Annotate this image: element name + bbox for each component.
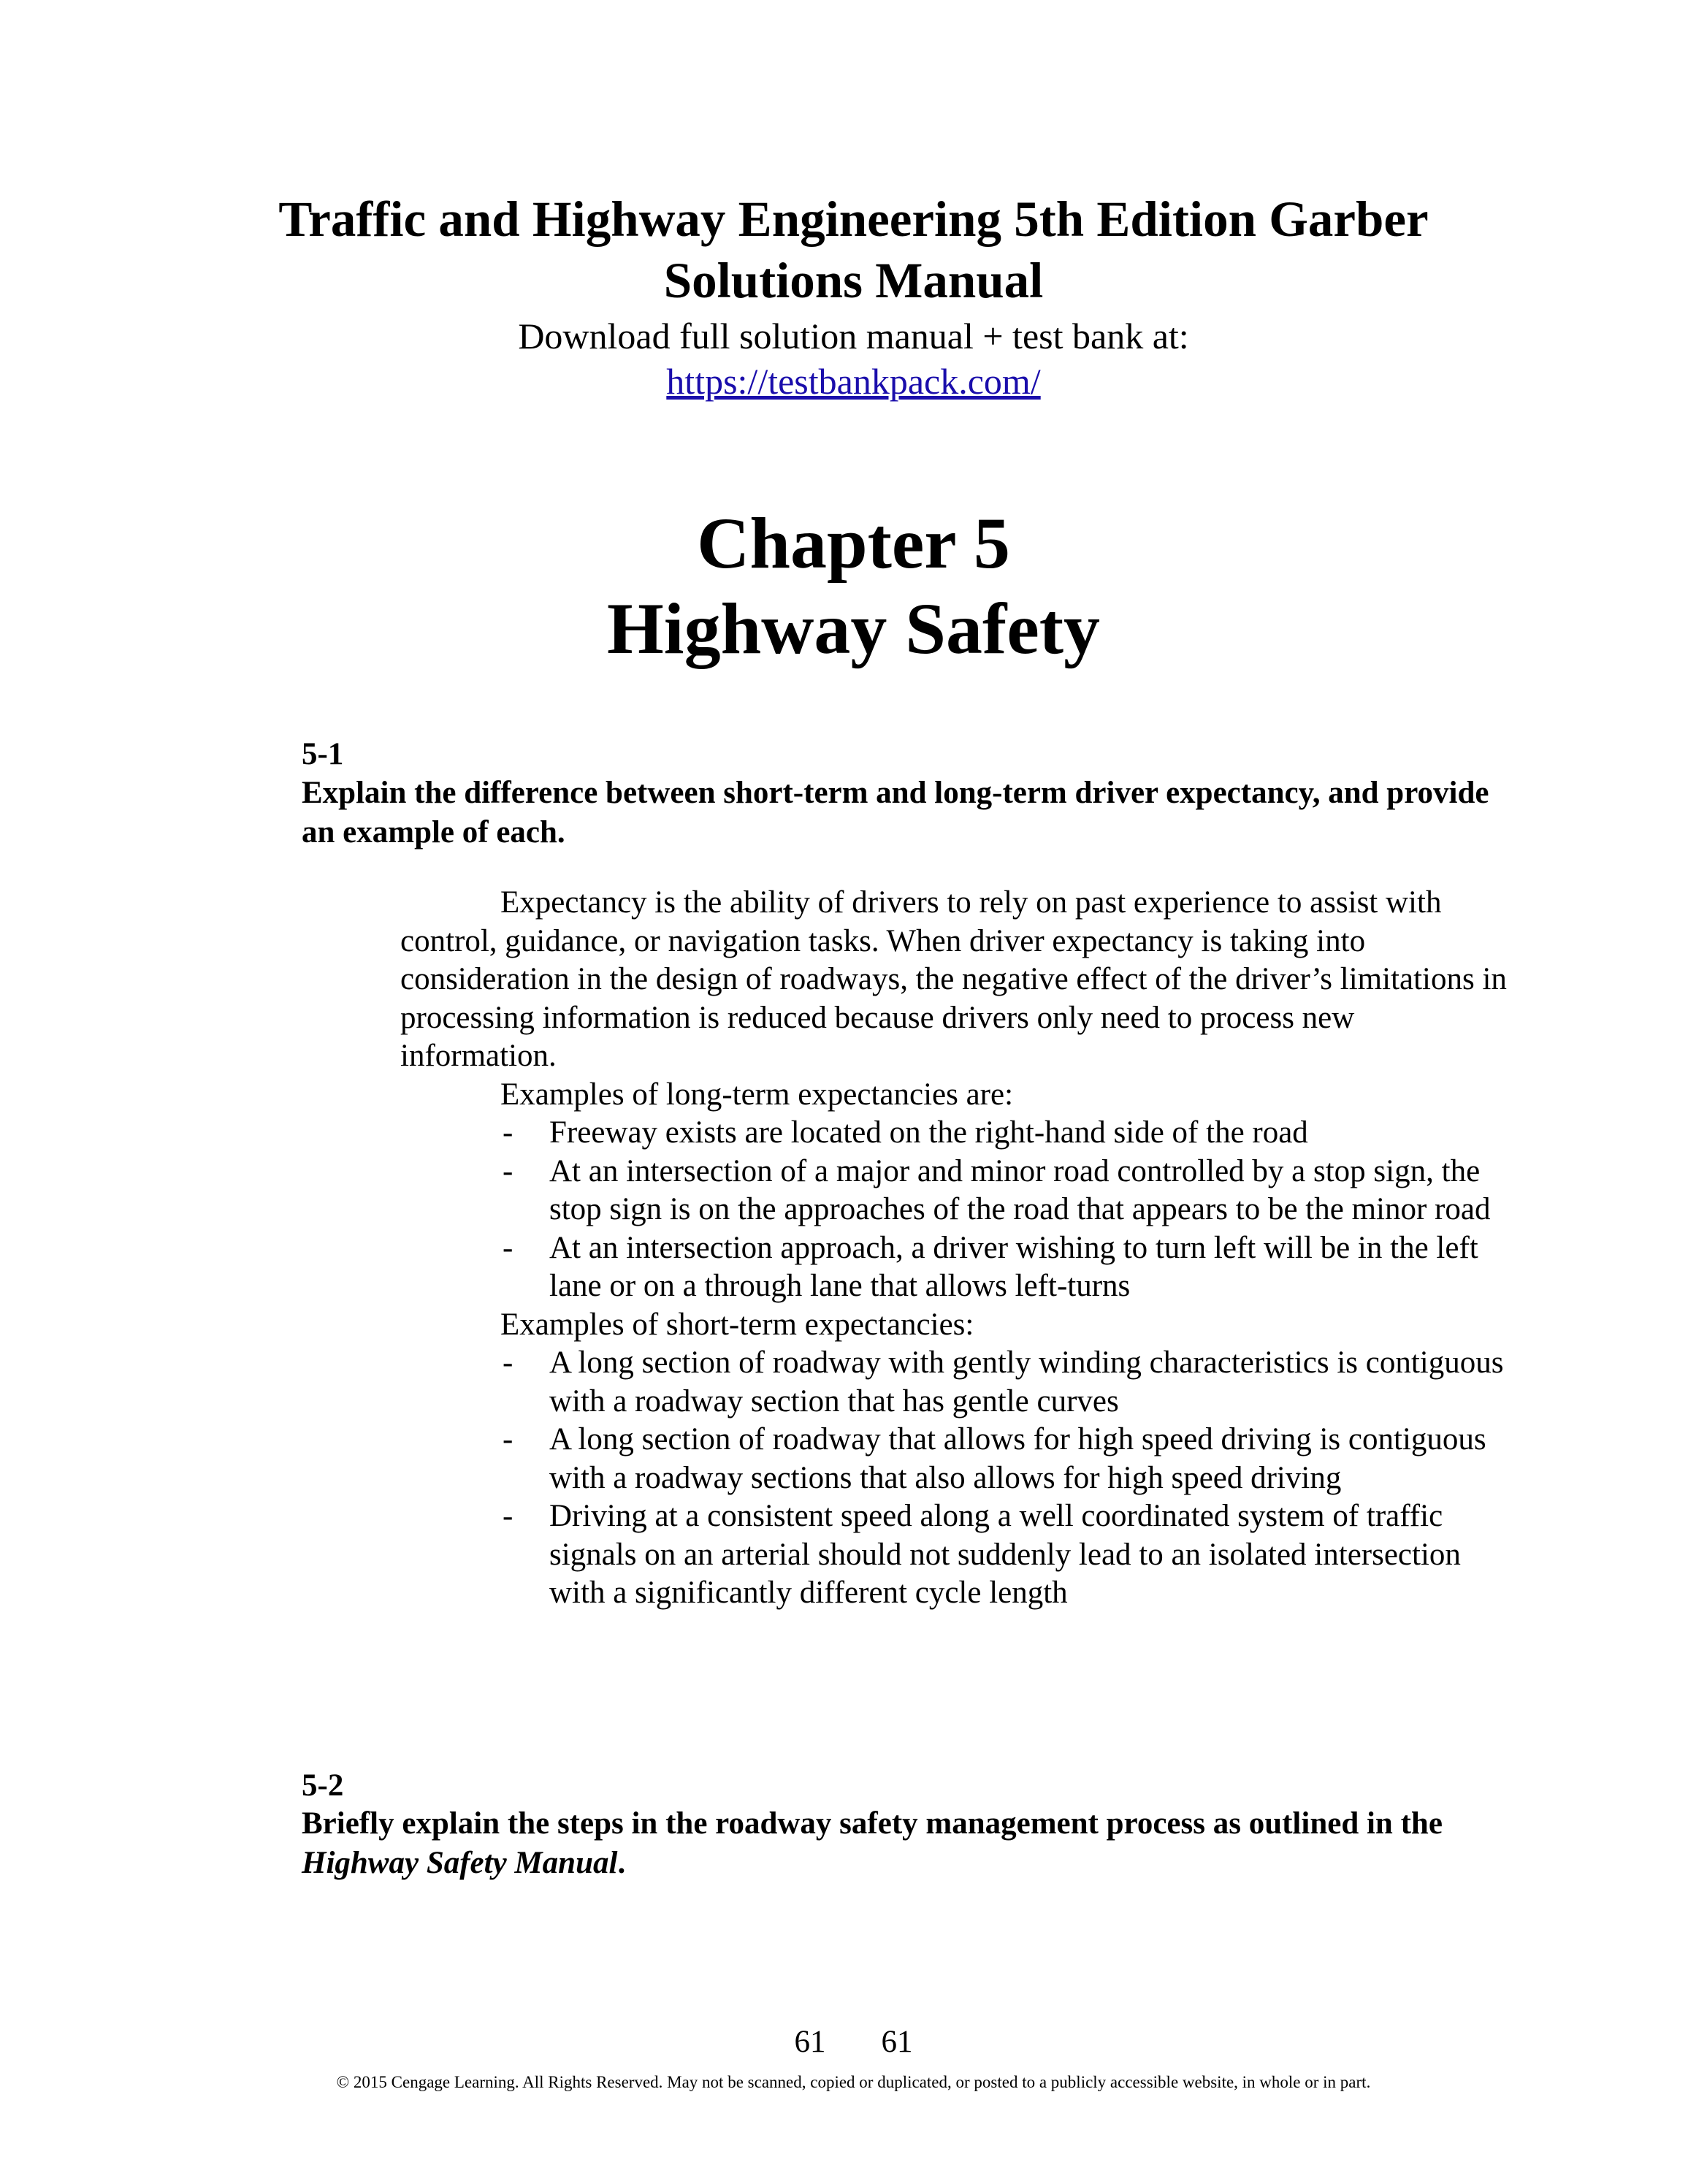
list-item: [503, 1421, 1518, 1497]
question-number: 5-1: [302, 737, 344, 771]
list-item: [503, 1344, 1518, 1421]
list-dash: -: [503, 1499, 513, 1533]
chapter-label: Chapter 5: [697, 503, 1010, 584]
list-dash: -: [503, 1230, 513, 1265]
list-item-text: At an intersection approach, a driver wishing to turn left will be in the left lane or on a through lane that allows left-turns: [549, 1230, 1478, 1303]
list-item-text: Freeway exists are located on the right-hand side of the road: [549, 1115, 1308, 1150]
question-text: Explain the difference between short-term and long-term driver expectancy, and provide an example of each.: [302, 776, 1489, 849]
list-dash: -: [503, 1153, 513, 1188]
list-item-text: Driving at a consistent speed along a well coordinated system of traffic signals on an arterial should not suddenly lead to an isolated intersection with a significantly different cycle length: [549, 1499, 1461, 1610]
list-dash: -: [503, 1345, 513, 1380]
list-item: [503, 1153, 1518, 1229]
footer-copyright: © 2015 Cengage Learning. All Rights Reserved. May not be scanned, copied or duplicated, or posted to a publicly accessible website, in whole or in part.: [336, 2073, 1371, 2091]
download-link-row: [0, 359, 1707, 403]
list-item-text: At an intersection of a major and minor road controlled by a stop sign, the stop sign is on the approaches of the road that appears to be the minor road: [549, 1153, 1491, 1226]
list-item-text: A long section of roadway that allows for high speed driving is contiguous with a roadway sections that also allows for high speed driving: [549, 1422, 1486, 1495]
list-item-text: A long section of roadway with gently winding characteristics is contiguous with a roadway section that has gentle curves: [549, 1345, 1504, 1419]
title-line-2: Solutions Manual: [663, 253, 1044, 308]
title-line-1: Traffic and Highway Engineering 5th Edition Garber: [278, 191, 1429, 247]
chapter-heading: [0, 500, 1707, 671]
question-number: 5-2: [302, 1768, 344, 1803]
list-item: [503, 1229, 1518, 1306]
list-item: [503, 1497, 1518, 1613]
question-text-start: Briefly explain the steps in the roadway safety management process as outlined in the: [302, 1806, 1443, 1841]
page-number-a: 61: [794, 2025, 826, 2059]
list-dash: -: [503, 1422, 513, 1456]
list-item: [503, 1114, 1518, 1153]
page-number-b: 61: [881, 2025, 913, 2059]
question-text: [302, 1804, 1500, 1883]
download-link[interactable]: https://testbankpack.com/: [666, 361, 1041, 402]
question-text-end: .: [617, 1846, 626, 1880]
answer-paragraph: Expectancy is the ability of drivers to rely on past experience to assist with control, guidance, or navigation tasks. When driver expectancy is taking into consideration in the design of roadways, the negative effect of the driver’s limitations in processing information is reduced because drivers only need to process new information.: [400, 885, 1507, 1073]
page-number: [0, 2023, 1707, 2061]
download-text: Download full solution manual + test bank at:: [518, 316, 1189, 356]
document-title: [0, 188, 1707, 311]
chapter-title: Highway Safety: [607, 588, 1100, 669]
question-text-italic: Highway Safety Manual: [302, 1846, 618, 1880]
long-term-heading: Examples of long-term expectancies are:: [500, 1077, 1014, 1112]
short-term-heading: Examples of short-term expectancies:: [500, 1307, 974, 1342]
list-dash: -: [503, 1115, 513, 1150]
answer-block: [400, 884, 1518, 1613]
